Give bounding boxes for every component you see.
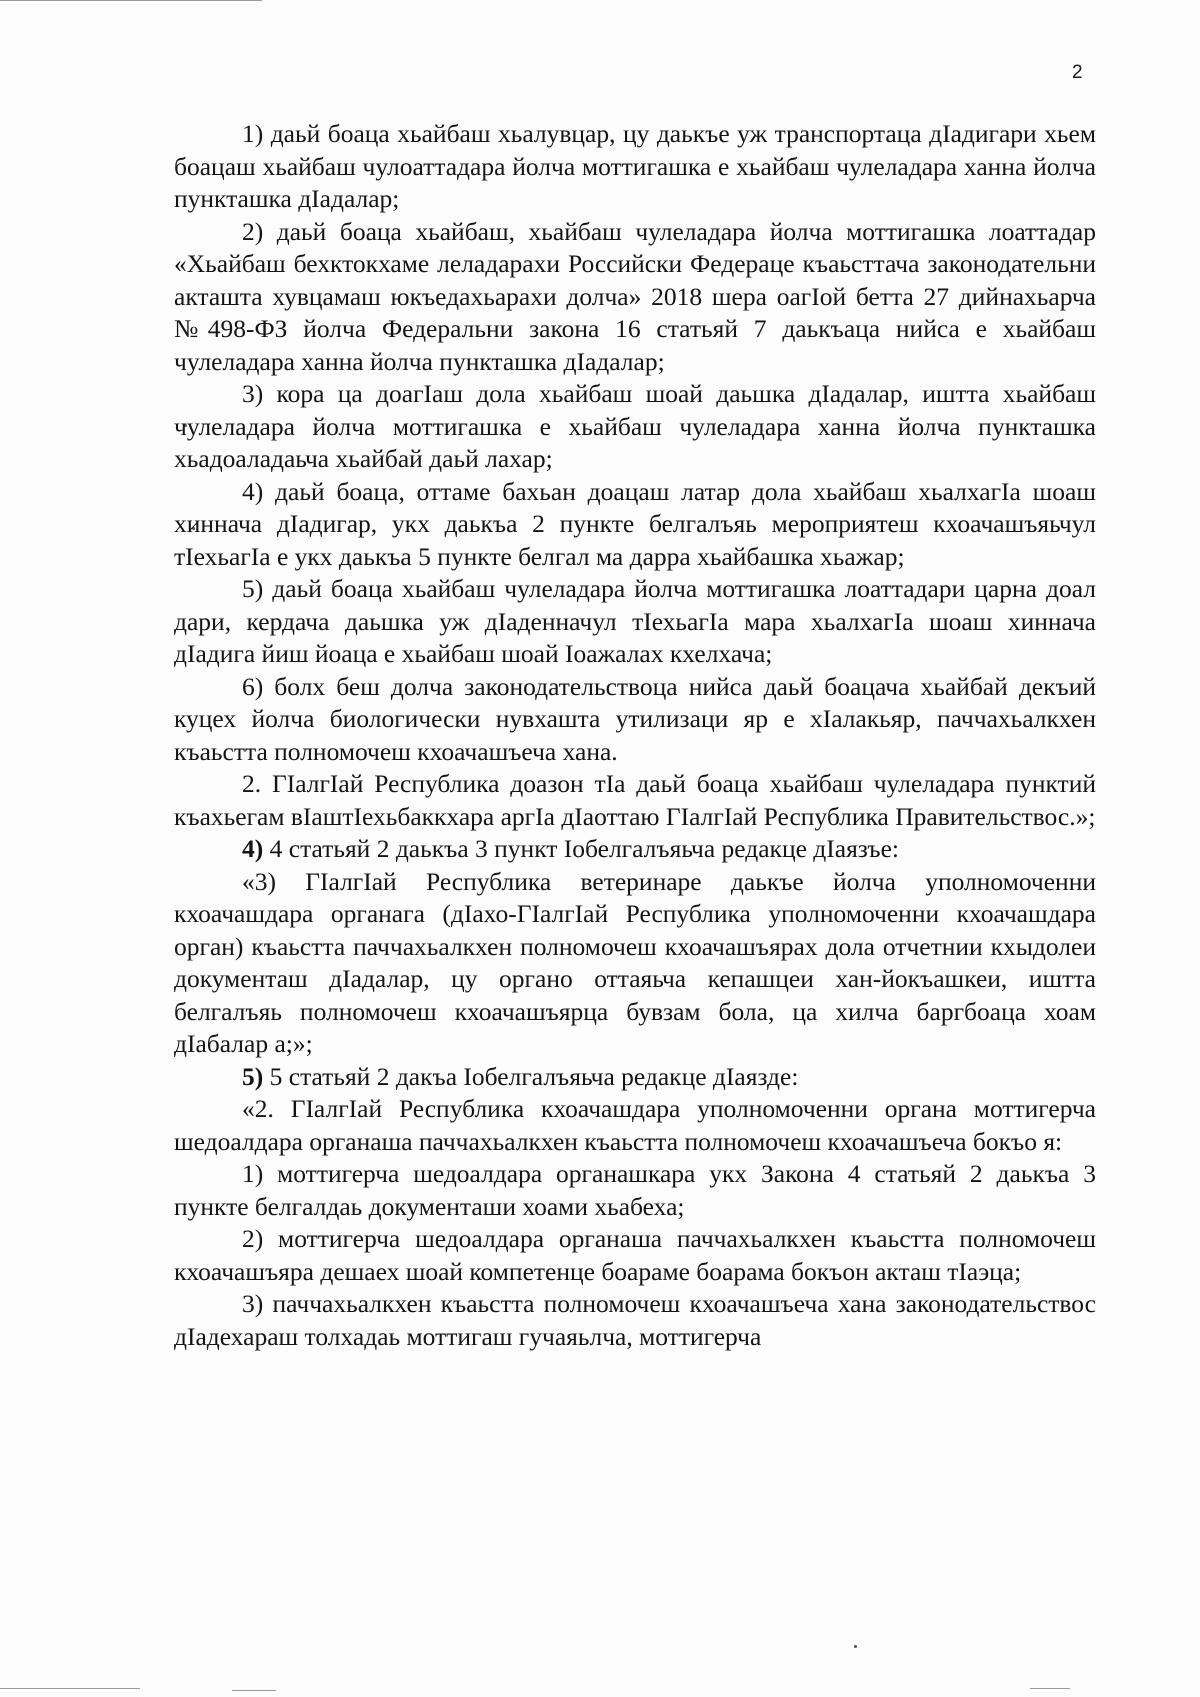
amendment-item-4-quote: «3) ГIалгIай Республика ветеринаре даькъе йолча уполномоченни кхоачашдара органага (дIахо-ГIалгIай Республика уполномоченни кхоачашдара орган) къаьстта паччахьалкхен полномочеш кхоачашъярах дола отчетнии кхыдолеи документаш дIадалар, цу органо оттаяьча кепашцеи хан-йокъашкеи, иштта белгалъяь полномочеш кхоачашъярца бувзам бола, ца хилча баргбоаца хоам дIабалар а;»; (174, 866, 1096, 1058)
amendment-number: 5) (242, 1061, 264, 1091)
paragraph-point-2: 2. ГIалгIай Республика доазон тIа даьй боаца хьайбаш чулеладара пунктий къахьегам вIаштIехьбаккхара аргIа дIаоттаю ГIалгIай Республика Правительствос.»; (174, 769, 1096, 831)
scan-artifact-bottom-left (0, 1688, 140, 1689)
amendment-text: 5 статьяй 2 дакъа Iобелгалъяьча редакце дIаязде: (269, 1061, 799, 1091)
page-number: 2 (1072, 62, 1083, 83)
subitem-1: 1) моттигерча шедоалдара органашкара укх Закона 4 статьяй 2 даькъа 3 пункте белгалдаь документаши хоами хьабеха; (174, 1159, 1096, 1221)
paragraph-item-6: 6) болх беш долча законодательствоца нийса даьй боацача хьайбай декъий куцех йолча биологически нувхашта утилизаци яр е хIалакьяр, паччахьалкхен къаьстта полномочеш кхоачашъеча хана. (174, 671, 1096, 766)
scan-speck (854, 1645, 857, 1648)
paragraph-item-4: 4) даьй боаца, оттаме бахьан доацаш латар дола хьайбаш хьалхагIа шоаш хиннача дIадигар, укх даькъа 2 пункте белгалъяь мероприятеш кхоачашъяьчул тIехьагIа е укх даькъа 5 пункте белгал ма дарра хьайбашка хьажар; (174, 476, 1096, 571)
paragraph-item-5: 5) даьй боаца хьайбаш чулеладара йолча моттигашка лоаттадари царна доал дари, кердача даьшка уж дIаденначул тIехьагIа мара хьалхагIа шоаш хиннача дIадига йиш йоаца е хьайбаш шоай Iоажалах кхелхача; (174, 574, 1096, 668)
amendment-text: 4 статьяй 2 даькъа 3 пункт Iобелгалъяьча редакце дIаязъе: (269, 834, 900, 863)
document-body (174, 118, 1096, 1353)
amendment-item-5-quote: «2. ГIалгIай Республика кхоачашдара уполномоченни органа моттигерча шедоалдара органаша паччахьалкхен къаьстта полномочеш кхоачашъеча бокъо я: (174, 1094, 1096, 1156)
paragraph-item-3: 3) кора ца доагIаш дола хьайбаш шоай даьшка дIадалар, иштта хьайбаш чулеладара йолча моттигашка е хьайбаш чулеладара ханна йолча пункташка хьадоаладаьча хьайбай даьй лахар; (174, 379, 1096, 473)
amendment-item-4 (174, 833, 1096, 866)
scan-artifact-top (0, 0, 262, 1)
paragraph-item-1: 1) даьй боаца хьайбаш хьалувцар, цу даькъе уж транспортаца дIадигари хьем боацаш хьайбаш чулоаттадара йолча моттигашка е хьайбаш чулеладара ханна йолча пункташка дIадалар; (174, 119, 1096, 213)
subitem-2: 2) моттигерча шедоалдара органаша паччахьалкхен къаьстта полномочеш кхоачашъяра дешаех шоай компетенце боараме боарама бокъон акташ тIаэца; (174, 1224, 1096, 1286)
scan-artifact-bottom-mid (232, 1690, 276, 1691)
paragraph-item-2: 2) даьй боаца хьайбаш, хьайбаш чулеладара йолча моттигашка лоаттадар «Хьайбаш бехктокхаме леладарахи Российски Федераце къаьсттача законодательни акташта хувцамаш юкъедахьарахи долча» 2018 шера оагIой бетта 27 дийнахьарча №498-ФЗ йолча Федеральни закона 16 статьяй 7 даькъаца нийса е хьайбаш чулеладара ханна йолча пункташка дIадалар; (174, 216, 1096, 376)
subitem-3: 3) паччахьалкхен къаьстта полномочеш кхоачашъеча хана законодательствос дIадехараш толхадаь моттигаш гучаяьлча, моттигерча (174, 1289, 1096, 1351)
amendment-number: 4) (242, 834, 264, 863)
scan-artifact-bottom-right (1030, 1688, 1070, 1689)
amendment-item-5 (174, 1061, 1096, 1094)
